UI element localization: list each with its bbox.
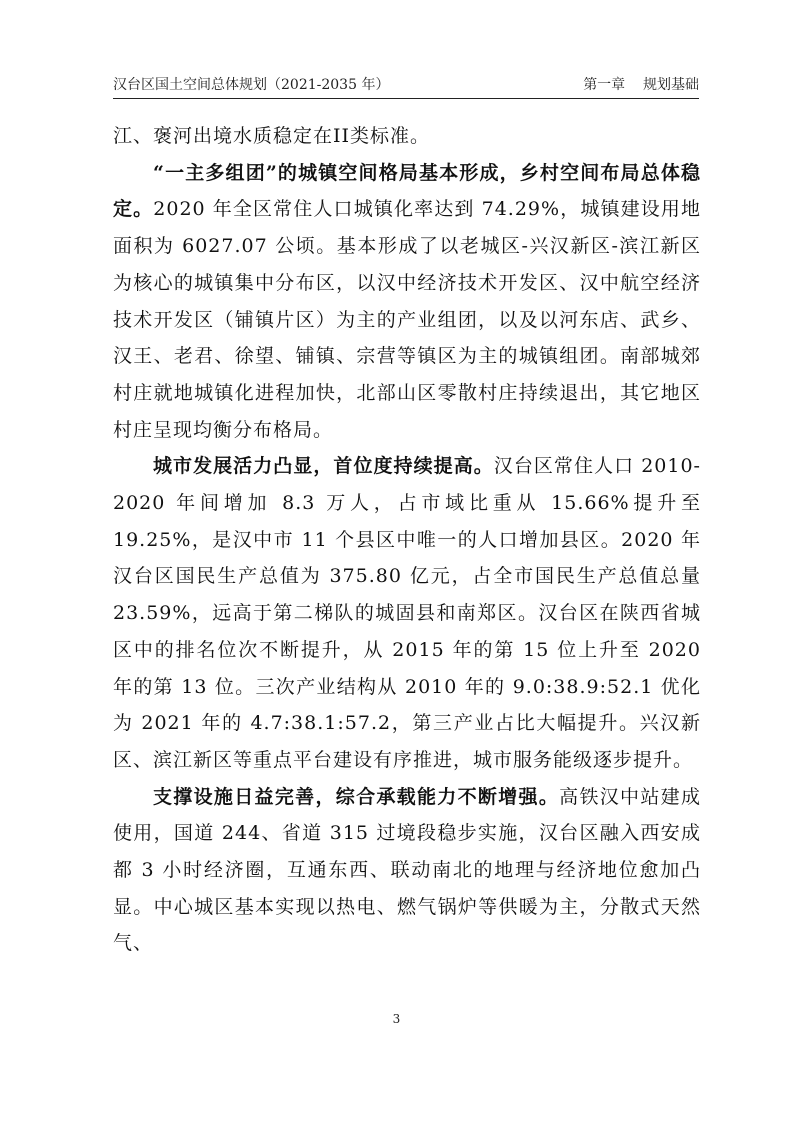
paragraph-text: 汉台区常住人口 2010-2020 年间增加 8.3 万人，占市域比重从 15.66%提升至 19.25%，是汉中市 11 个县区中唯一的人口增加县区。2020 年汉台区国民生产总值为 375.80 亿元，占全市国民生产总值总量 23.59%，远高于第二梯队的城固县和南郑区。汉台区在陕西省城区中的排名位次不断提升，从 2015 年的第 15 位上升至 2020 年的第 13 位。三次产业结构从 2010 年的 9.0:38.9:52.1 优化为 2021 年的 4.7:38.1:57.2，第三产业占比大幅提升。兴汉新区、滨江新区等重点平台建设有序推进，城市服务能级逐步提升。 — [113, 455, 701, 771]
running-header — [113, 76, 699, 94]
paragraph-continuation — [113, 118, 701, 155]
body-text — [113, 118, 701, 962]
document-title: 汉台区国土空间总体规划（2021-2035 年） — [113, 77, 390, 93]
page-number: 3 — [392, 1012, 401, 1026]
paragraph-infrastructure — [113, 779, 701, 963]
paragraph-lead: “一主多组团”的城镇空间格局基本形成，乡村空间布局总体稳定。 — [113, 161, 701, 221]
paragraph-text: 高铁汉中站建成使用，国道 244、省道 315 过境段稳步实施，汉台区融入西安成都 3 小时经济圈，互通东西、联动南北的地理与经济地位愈加凸显。中心城区基本实现以热电、燃气锅炉等供暖为主，分散式天然气、 — [113, 785, 701, 955]
paragraph-text: 江、褒河出境水质稳定在II类标准。 — [113, 125, 431, 147]
paragraph-urban-pattern — [113, 155, 701, 449]
paragraph-urban-vitality — [113, 448, 701, 778]
paragraph-text: 2020 年全区常住人口城镇化率达到 74.29%，城镇建设用地面积为 6027.07 公顷。基本形成了以老城区-兴汉新区-滨江新区为核心的城镇集中分布区，以汉中经济技术开发区、汉中航空经济技术开发区（铺镇片区）为主的产业组团，以及以河东店、武乡、汉王、老君、徐望、铺镇、宗营等镇区为主的城镇组团。南部城郊村庄就地城镇化进程加快，北部山区零散村庄持续退出，其它地区村庄呈现均衡分布格局。 — [113, 198, 701, 441]
header-divider — [113, 98, 699, 99]
chapter-title: 第一章 规划基础 — [583, 77, 699, 93]
paragraph-lead: 支撑设施日益完善，综合承载能力不断增强。 — [153, 785, 560, 808]
paragraph-lead: 城市发展活力凸显，首位度持续提高。 — [153, 455, 494, 478]
